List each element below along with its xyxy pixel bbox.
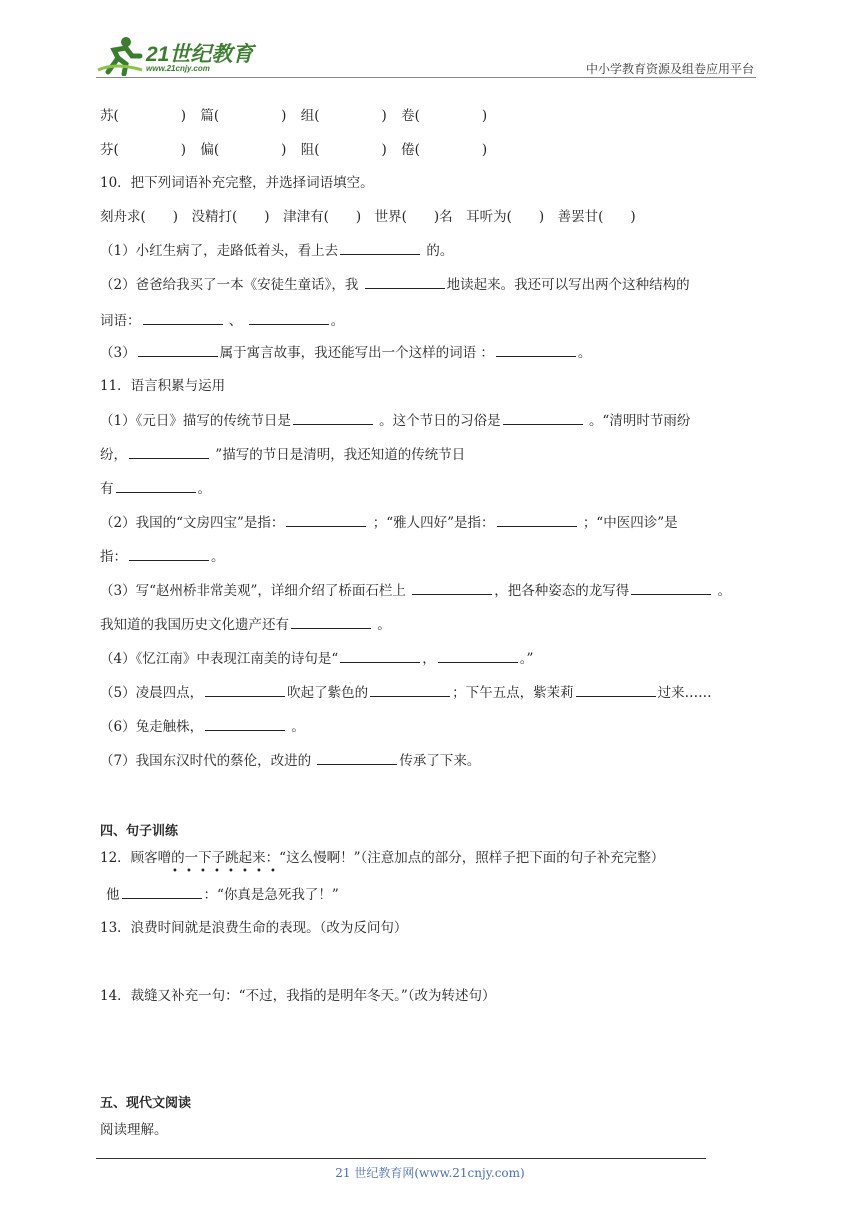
q10-sentence-2-cont: [100, 310, 344, 331]
q14-prompt: 14．裁缝又补充一句：“不过，我指的是明年冬天。”（改为转述句）: [100, 988, 496, 1004]
text: 。: [330, 313, 345, 329]
q9-row-2: [100, 140, 487, 160]
answer-blank[interactable]: [317, 750, 397, 765]
q11-item-2-cont: [100, 546, 225, 567]
answer-blank[interactable]: [205, 682, 285, 697]
text: ；“雅人四好”是指：: [372, 515, 495, 531]
answer-blank[interactable]: [576, 682, 656, 697]
paren-close: ): [481, 108, 488, 124]
text: 。”: [519, 651, 534, 667]
text: ”描写的节日是清明，我还知道的传统节日: [215, 447, 466, 463]
text: ，把各种姿态的龙写得: [494, 583, 630, 599]
q12-answer-line: [106, 884, 339, 905]
text: 纷，: [100, 447, 127, 463]
char-item: 阻(: [300, 142, 320, 158]
answer-blank[interactable]: [497, 512, 577, 527]
q11-item-4: [100, 648, 533, 669]
answer-blank[interactable]: [116, 478, 196, 493]
runner-logo-icon: [96, 34, 144, 76]
text: （1）小红生病了，走路低着头，看上去: [100, 243, 339, 259]
answer-blank[interactable]: [370, 682, 450, 697]
header-divider: [96, 77, 756, 78]
text: 指：: [100, 549, 127, 565]
paren-close: ): [281, 142, 287, 158]
text: 。: [717, 583, 731, 599]
emphasis-dot: •: [172, 866, 178, 877]
q11-item-5: [100, 682, 712, 703]
q9-row-1: [100, 106, 487, 126]
answer-blank[interactable]: [138, 342, 218, 357]
q13-prompt: 13．浪费时间就是浪费生命的表现。（改为反问句）: [100, 920, 408, 936]
text: 吹起了紫色的: [287, 685, 369, 701]
text: （2）我国的“文房四宝”是指：: [100, 515, 285, 531]
q10-sentence-2: [100, 274, 690, 295]
paren-close: ): [281, 108, 287, 124]
answer-blank[interactable]: [122, 884, 202, 899]
page-header: [96, 30, 756, 80]
emphasis-dot: •: [186, 866, 192, 877]
paren-close: ): [180, 108, 187, 124]
text: 。: [291, 719, 305, 735]
char-item: 篇(: [200, 108, 220, 124]
q11-item-1: [100, 410, 690, 431]
emphasis-dot: •: [228, 866, 234, 877]
reading-intro: 阅读理解。: [100, 1122, 168, 1138]
text: 词语：: [100, 313, 141, 329]
emphasis-dot: •: [256, 866, 262, 877]
section-4-heading: 四、句子训练: [100, 824, 179, 839]
q11-title: 11．语言积累与运用: [100, 378, 226, 394]
char-item: 卷(: [401, 108, 420, 124]
q11-item-7: [100, 750, 480, 771]
text: （5）凌晨四点，: [100, 685, 204, 701]
answer-blank[interactable]: [631, 580, 711, 595]
text: （4）《忆江南》中表现江南美的诗句是“: [100, 651, 339, 667]
q10-words: 刻舟求( ) 没精打( ) 津津有( ) 世界( )名 耳听为( ) 善罢甘( ): [100, 209, 636, 225]
text: 。: [211, 549, 225, 565]
paren-close: ): [481, 142, 488, 158]
text: 传承了下来。: [399, 753, 481, 769]
answer-blank[interactable]: [365, 274, 445, 289]
text: 有: [100, 481, 114, 497]
text: ：“你真是急死我了！”: [203, 887, 339, 903]
answer-blank[interactable]: [496, 342, 576, 357]
char-item: 芬(: [100, 142, 119, 158]
answer-blank[interactable]: [291, 614, 371, 629]
answer-blank[interactable]: [129, 546, 209, 561]
q11-item-3-cont: [100, 614, 391, 635]
emphasis-dot: •: [242, 866, 248, 877]
text: 。: [377, 617, 391, 633]
paren-close: ): [381, 108, 387, 124]
text: 。: [197, 481, 211, 497]
text: 属于寓言故事，我还能写出一个这样的词语 ：: [219, 345, 494, 361]
text: ；“中医四诊”是: [582, 515, 678, 531]
text: 、: [228, 313, 243, 329]
paren-close: ): [381, 142, 387, 158]
paren-close: ): [180, 142, 187, 158]
q10-sentence-1: [100, 240, 453, 261]
text: （2）爸爸给我买了一本《安徒生童话》，我: [100, 277, 359, 293]
logo-text: 21世纪教育: [146, 43, 254, 66]
answer-blank[interactable]: [503, 410, 583, 425]
q11-item-2: [100, 512, 678, 533]
text: （3）: [100, 345, 136, 361]
q11-item-1-cont: [100, 444, 465, 465]
q10-title: 10．把下列词语补充完整，并选择词语填空。: [100, 175, 374, 191]
text: （6）兔走触株，: [100, 719, 204, 735]
answer-blank[interactable]: [143, 310, 223, 325]
char-item: 苏(: [100, 108, 119, 124]
answer-blank[interactable]: [438, 648, 518, 663]
text: 过来……: [657, 685, 712, 701]
q11-item-3: [100, 580, 731, 601]
footer-divider: [96, 1158, 706, 1159]
char-item: 偏(: [200, 142, 220, 158]
q10-sentence-3: [100, 342, 591, 363]
text: 他: [106, 887, 120, 903]
text: 我知道的我国历史文化遗产还有: [100, 617, 289, 633]
text: 。“清明时节雨纷: [588, 413, 691, 429]
emphasis-dot: •: [270, 866, 276, 877]
text: 。这个节日的习俗是: [379, 413, 501, 429]
char-item: 组(: [300, 108, 320, 124]
text: 地读起来。我还可以写出两个这种结构的: [446, 277, 690, 293]
text: 的。: [426, 243, 454, 259]
emphasis-dot: •: [214, 866, 220, 877]
answer-blank[interactable]: [340, 240, 420, 255]
q12-prompt: 12．顾客噌的一下子跳起来：“这么慢啊！”（注意加点的部分，照样子把下面的句子补充完整）: [100, 850, 665, 866]
platform-title: 中小学教育资源及组卷应用平台: [585, 62, 754, 76]
q11-item-1-cont2: [100, 478, 211, 499]
answer-blank[interactable]: [340, 648, 420, 663]
text: 。: [577, 345, 592, 361]
text: ；下午五点，紫茉莉: [452, 685, 574, 701]
q11-item-6: [100, 716, 305, 737]
text: ，: [422, 651, 436, 667]
answer-blank[interactable]: [286, 512, 366, 527]
text: （3）写“赵州桥非常美观”，详细介绍了桥面石栏上: [100, 583, 406, 599]
answer-blank[interactable]: [129, 444, 209, 459]
section-5-heading: 五、现代文阅读: [100, 1096, 192, 1111]
logo-url: www.21cnjy.com: [146, 64, 210, 73]
answer-blank[interactable]: [205, 716, 285, 731]
char-item: 倦(: [401, 142, 420, 158]
text: （1）《元日》描写的传统节日是: [100, 413, 291, 429]
footer-text: 21 世纪教育网(www.21cnjy.com): [335, 1166, 525, 1180]
text: （7）我国东汉时代的蔡伦，改进的: [100, 753, 312, 769]
answer-blank[interactable]: [412, 580, 492, 595]
emphasis-dot: •: [200, 866, 206, 877]
answer-blank[interactable]: [249, 310, 329, 325]
logo: [96, 34, 266, 76]
answer-blank[interactable]: [293, 410, 373, 425]
